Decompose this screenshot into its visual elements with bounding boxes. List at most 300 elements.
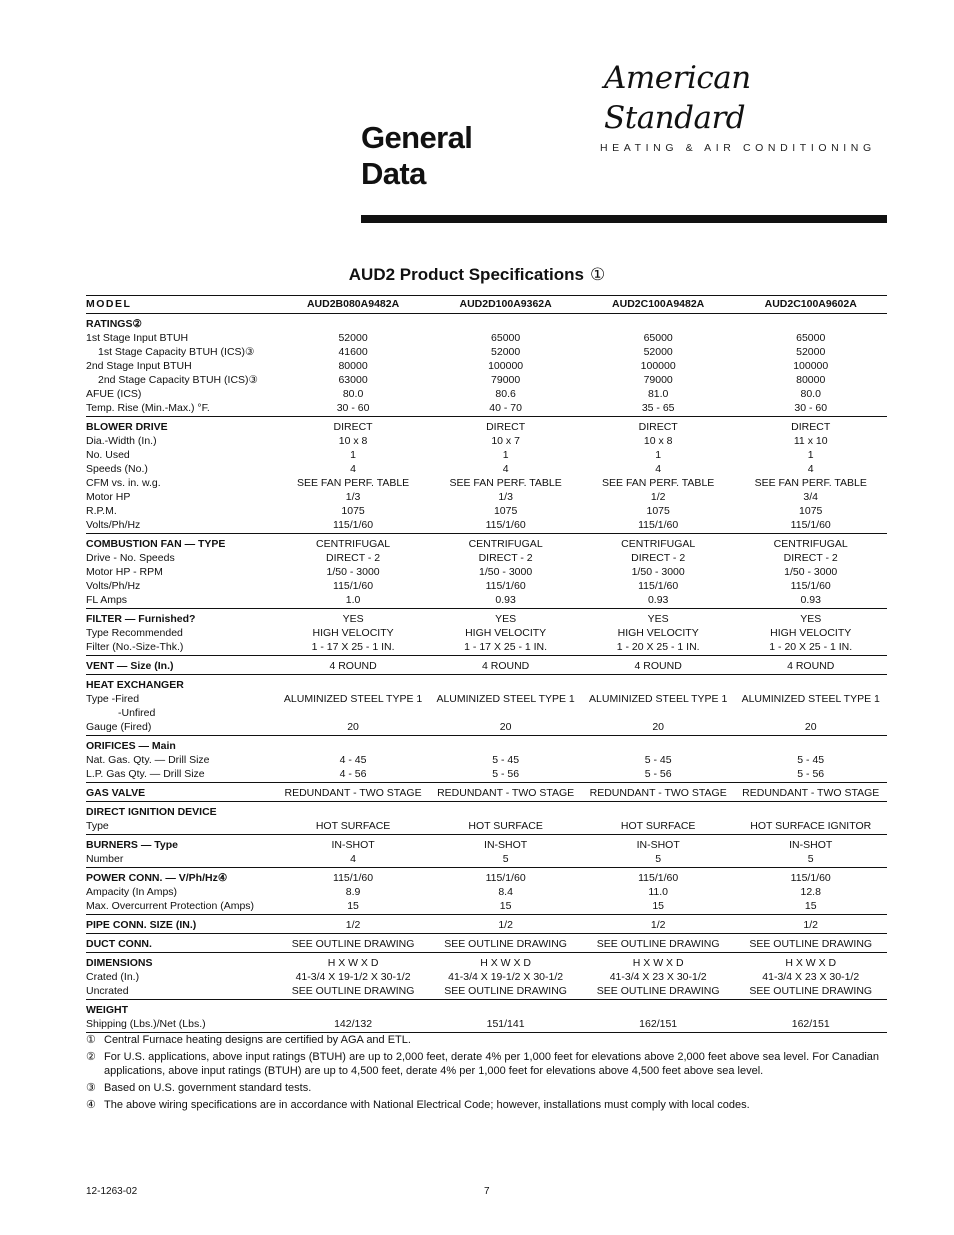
footnote-1 [86,1033,879,1047]
spec-value-model-4: ALUMINIZED STEEL TYPE 1 [741,693,880,705]
spec-value-model-3: 100000 [640,360,676,372]
spec-value-model-3: 65000 [643,332,673,344]
spec-row-label: R.P.M. [86,505,117,517]
spec-value-model-2: 4 [502,463,509,475]
spec-row [86,462,887,476]
spec-value-model-1: 4 [350,463,356,475]
spec-row [86,518,887,534]
spec-row [86,504,887,518]
spec-section-header-row [86,1000,887,1018]
spec-value-model-3: 41-3/4 X 23 X 30-1/2 [609,971,707,983]
spec-section [86,915,887,934]
spec-section [86,802,887,835]
footnote-3 [86,1081,879,1095]
spec-row-label: DIRECT IGNITION DEVICE [86,806,217,818]
spec-row-label: DIMENSIONS [86,957,153,969]
spec-value-model-1 [277,675,430,693]
spec-row-label: PIPE CONN. SIZE (IN.) [86,919,197,931]
spec-value-model-4 [734,736,887,754]
spec-section [86,534,887,609]
spec-value-model-3: 115/1/60 [638,872,679,884]
spec-value-model-2: SEE OUTLINE DRAWING [444,938,567,950]
spec-row-label: BURNERS — Type [86,839,178,851]
spec-value-model-4: REDUNDANT - TWO STAGE [742,787,880,799]
spec-row [86,1017,887,1033]
spec-value-model-3: 5 - 56 [644,768,672,780]
spec-section [86,609,887,656]
spec-value-model-2: 41-3/4 X 19-1/2 X 30-1/2 [448,971,564,983]
spec-value-model-2 [429,802,582,820]
spec-value-model-1: 15 [347,900,359,912]
spec-value-model-1 [277,314,430,332]
spec-value-model-1: DIRECT [333,421,373,433]
spec-row [86,753,887,767]
spec-row [86,692,887,706]
spec-value-model-4: 80000 [796,374,826,386]
spec-value-model-1: REDUNDANT - TWO STAGE [284,787,422,799]
spec-row [86,852,887,868]
spec-value-model-3: SEE OUTLINE DRAWING [596,938,720,950]
spec-row [86,720,887,736]
spec-value-model-3: 0.93 [647,594,669,606]
spec-row [86,551,887,565]
spec-value-model-3: 1 [655,449,662,461]
spec-value-model-2 [429,736,582,754]
spec-value-model-1: 1/2 [345,919,361,931]
spec-row-label: L.P. Gas Qty. — Drill Size [86,768,205,780]
spec-row-label: Motor HP - RPM [86,566,163,578]
spec-value-model-1: SEE OUTLINE DRAWING [291,938,415,950]
spec-row [86,331,887,345]
spec-value-model-3 [582,675,735,693]
spec-value-model-3: IN-SHOT [636,839,680,851]
spec-value-model-1: SEE OUTLINE DRAWING [291,985,415,997]
footnote-text: Central Furnace heating designs are certified by AGA and ETL. [104,1034,411,1046]
spec-row-label: HEAT EXCHANGER [86,679,184,691]
spec-value-model-2: IN-SHOT [484,839,528,851]
model-header-4: AUD2C100A9602A [764,298,857,310]
brand-tagline: HEATING & AIR CONDITIONING [600,142,876,154]
spec-section-header-row [86,736,887,754]
page-title [361,120,472,192]
spec-row [86,885,887,899]
brand-name: American Standard [604,60,751,136]
spec-value-model-1: HIGH VELOCITY [312,627,394,639]
spec-value-model-1: 4 - 56 [339,768,367,780]
spec-row [86,476,887,490]
spec-value-model-2 [429,706,582,720]
spec-value-model-4: IN-SHOT [789,839,833,851]
spec-value-model-2: 1 [502,449,509,461]
spec-section [86,417,887,534]
spec-section [86,783,887,802]
spec-value-model-2: 15 [499,900,512,912]
spec-row-label: Shipping (Lbs.)/Net (Lbs.) [86,1018,206,1030]
spec-row [86,434,887,448]
spec-row-label: POWER CONN. — V/Ph/Hz④ [86,872,228,884]
spec-value-model-2: 40 - 70 [489,402,522,414]
spec-value-model-3 [582,802,735,820]
footnote-mark: ② [86,1051,96,1063]
spec-section [86,868,887,915]
spec-value-model-1: 1 - 17 X 25 - 1 IN. [311,641,395,653]
spec-value-model-1: CENTRIFUGAL [316,538,391,550]
spec-value-model-1: 1075 [341,505,365,517]
spec-value-model-2 [429,1000,582,1018]
spec-value-model-3: 4 [655,463,662,475]
spec-row-label: Filter (No.-Size-Thk.) [86,641,184,653]
spec-value-model-1: 52000 [338,332,368,344]
spec-value-model-1: 63000 [338,374,368,386]
document-number: 12-1263-02 [86,1186,138,1197]
spec-value-model-3: 81.0 [647,388,669,400]
spec-section [86,1000,887,1033]
spec-value-model-2: DIRECT [486,421,526,433]
spec-value-model-3: 11.0 [648,886,668,898]
spec-value-model-4: 4 ROUND [787,660,835,672]
spec-value-model-4: 80.0 [800,388,821,400]
spec-row-label: FL Amps [86,594,128,606]
spec-value-model-1 [277,1000,430,1018]
spec-value-model-2: 5 [502,853,509,865]
spec-value-model-2: SEE FAN PERF. TABLE [449,477,562,489]
spec-value-model-3: 15 [652,900,664,912]
spec-value-model-4: 20 [804,721,817,733]
spec-table-title-footnote-mark: ① [589,265,606,284]
spec-section [86,736,887,783]
spec-row [86,767,887,783]
spec-value-model-1: 80000 [338,360,368,372]
spec-value-model-4 [734,706,887,720]
spec-table [86,295,887,1033]
spec-value-model-3: 52000 [643,346,673,358]
spec-row-label: GAS VALVE [86,787,146,799]
footnote-2 [86,1050,879,1078]
spec-value-model-4 [734,675,887,693]
footnote-mark: ④ [86,1099,96,1111]
spec-row-label: Volts/Ph/Hz [86,580,141,592]
spec-row-label: Speeds (No.) [86,463,148,475]
spec-row-label: -Unfired [118,707,156,719]
spec-value-model-2: 115/1/60 [485,872,526,884]
spec-section [86,835,887,868]
spec-value-model-2: YES [495,613,517,625]
spec-row-label: COMBUSTION FAN — TYPE [86,538,226,550]
spec-value-model-2: 4 ROUND [481,660,530,672]
spec-row-label: Dia.-Width (In.) [86,435,157,447]
spec-value-model-3: YES [647,613,669,625]
spec-value-model-2: 52000 [491,346,521,358]
spec-value-model-4: 115/1/60 [790,872,831,884]
spec-value-model-1: 20 [347,721,359,733]
spec-row [86,706,887,720]
spec-section [86,675,887,736]
spec-section-header-row [86,675,887,693]
model-header-3: AUD2C100A9482A [612,298,705,310]
spec-value-model-4: H X W X D [785,957,837,969]
spec-value-model-3: HOT SURFACE [620,820,696,832]
spec-value-model-3 [582,706,735,720]
spec-section-header-row [86,915,887,934]
spec-value-model-3: 162/151 [639,1018,678,1030]
footnote-4 [86,1098,879,1112]
spec-value-model-2: 80.6 [495,388,516,400]
spec-section-header-row [86,534,887,552]
spec-value-model-1: 4 ROUND [329,660,377,672]
spec-row-label: Type Recommended [86,627,183,639]
spec-row-label: Uncrated [86,985,129,997]
spec-value-model-3 [582,736,735,754]
spec-value-model-3: DIRECT [638,421,678,433]
spec-value-model-4: 52000 [796,346,826,358]
spec-value-model-2: 5 - 45 [492,754,520,766]
spec-value-model-4: 5 - 56 [797,768,825,780]
spec-row [86,579,887,593]
spec-row-label: Gauge (Fired) [86,721,152,733]
spec-value-model-4: 30 - 60 [794,402,828,414]
spec-value-model-2 [429,314,582,332]
spec-value-model-1: 4 - 45 [339,754,367,766]
spec-row [86,490,887,504]
spec-row-label: Crated (In.) [86,971,140,983]
spec-value-model-2: 151/141 [486,1018,525,1030]
spec-value-model-3: 79000 [643,374,673,386]
spec-value-model-3: 115/1/60 [638,580,679,592]
spec-value-model-4 [734,802,887,820]
spec-value-model-3: REDUNDANT - TWO STAGE [589,787,727,799]
model-header-2: AUD2D100A9362A [459,298,552,310]
spec-value-model-3: 20 [652,721,664,733]
spec-value-model-3 [582,314,735,332]
spec-row [86,593,887,609]
spec-section [86,314,887,417]
spec-value-model-2: 100000 [488,360,524,372]
spec-row [86,373,887,387]
spec-value-model-1: IN-SHOT [331,839,375,851]
spec-section [86,656,887,675]
spec-value-model-1: SEE FAN PERF. TABLE [296,477,410,489]
spec-value-model-4: CENTRIFUGAL [773,538,848,550]
spec-value-model-4: DIRECT [791,421,831,433]
spec-value-model-4: DIRECT - 2 [783,552,838,564]
spec-section-header-row [86,868,887,886]
spec-row-label: 2nd Stage Capacity BTUH (ICS)③ [98,374,258,386]
spec-value-model-2: 20 [499,721,512,733]
spec-value-model-2: 8.4 [498,886,513,898]
spec-row-label: Ampacity (In Amps) [86,886,178,898]
spec-row [86,640,887,656]
spec-value-model-3: 5 - 45 [644,754,672,766]
spec-value-model-3: 1075 [646,505,670,517]
spec-value-model-1: H X W X D [327,957,379,969]
spec-value-model-4: 100000 [793,360,829,372]
footnote-mark: ③ [86,1082,96,1094]
spec-value-model-1: YES [342,613,364,625]
spec-value-model-1: 1.0 [345,594,361,606]
spec-row [86,970,887,984]
spec-value-model-1: 10 x 8 [338,435,368,447]
spec-value-model-4: 15 [804,900,817,912]
spec-table-header-row [86,296,887,314]
spec-row-label: BLOWER DRIVE [86,421,168,433]
spec-value-model-4: 3/4 [803,491,819,503]
spec-row [86,401,887,417]
footnote-text: The above wiring specifications are in accordance with National Electrical Code; however, installations must comply with local codes. [104,1099,750,1111]
spec-row [86,984,887,1000]
spec-row-label: Motor HP [86,491,131,503]
spec-value-model-3: HIGH VELOCITY [617,627,699,639]
spec-row [86,387,887,401]
spec-value-model-2: 5 - 56 [492,768,520,780]
spec-section-header-row [86,656,887,675]
spec-value-model-2: 65000 [491,332,521,344]
spec-value-model-1: HOT SURFACE [315,820,391,832]
spec-row-label: RATINGS② [86,318,142,330]
spec-row-label: AFUE (ICS) [86,388,142,400]
spec-value-model-3: 35 - 65 [641,402,675,414]
spec-value-model-4: 11 x 10 [793,435,828,447]
spec-value-model-4: 115/1/60 [790,580,831,592]
title-divider [361,215,887,223]
spec-value-model-4: 65000 [796,332,826,344]
spec-value-model-4: 5 - 45 [797,754,825,766]
spec-value-model-4: HOT SURFACE IGNITOR [750,820,872,832]
spec-value-model-3: ALUMINIZED STEEL TYPE 1 [589,693,728,705]
spec-value-model-2: 79000 [491,374,521,386]
spec-value-model-3: SEE FAN PERF. TABLE [602,477,715,489]
spec-row-label: 1st Stage Capacity BTUH (ICS)③ [98,346,255,358]
spec-value-model-3: 4 ROUND [634,660,682,672]
spec-value-model-1 [277,736,430,754]
spec-value-model-3: H X W X D [632,957,684,969]
spec-value-model-4: 0.93 [800,594,821,606]
spec-value-model-2: ALUMINIZED STEEL TYPE 1 [436,693,575,705]
page-title-line1: General [361,120,473,155]
spec-row-label: VENT — Size (In.) [86,660,174,672]
brand-logo [600,58,890,154]
spec-row-label: Drive - No. Speeds [86,552,175,564]
spec-row-label: WEIGHT [86,1004,128,1016]
spec-value-model-2: 1/2 [498,919,513,931]
spec-row [86,345,887,359]
spec-value-model-2: H X W X D [480,957,531,969]
spec-section [86,953,887,1000]
spec-value-model-1 [277,706,430,720]
spec-value-model-1: 115/1/60 [333,872,374,884]
spec-value-model-4: 41-3/4 X 23 X 30-1/2 [762,971,860,983]
spec-row-label: Temp. Rise (Min.-Max.) °F. [86,402,210,414]
spec-row-label: FILTER — Furnished? [86,613,196,625]
spec-value-model-1: 1/50 - 3000 [326,566,380,578]
spec-row-label: 2nd Stage Input BTUH [86,360,192,372]
spec-value-model-1: 4 [350,853,356,865]
footnote-text: For U.S. applications, above input ratings (BTUH) are up to 2,000 feet, derate 4% per 1,000 feet for elevations above 2,000 feet above sea level. For Canadian applications, above input ratings (BTUH) are up to 4,500 feet, derate 4% per 1,000 feet for elevations above 4,500 feet above sea level. [104,1051,879,1077]
spec-value-model-1: 30 - 60 [336,402,370,414]
spec-value-model-1: 8.9 [345,886,361,898]
spec-row [86,448,887,462]
spec-value-model-1: 41600 [338,346,368,358]
page-title-line2: Data [361,156,426,191]
spec-row-label: Type [86,820,109,832]
model-column-header: MODEL [86,298,132,310]
spec-value-model-4: 1 - 20 X 25 - 1 IN. [769,641,853,653]
spec-value-model-4 [734,314,887,332]
spec-value-model-4: 1 [807,449,814,461]
spec-value-model-3: 1/50 - 3000 [631,566,685,578]
spec-value-model-1: 1 [350,449,356,461]
spec-row-label: Nat. Gas. Qty. — Drill Size [86,754,210,766]
spec-value-model-2: SEE OUTLINE DRAWING [444,985,567,997]
footnote-mark: ① [86,1034,96,1046]
spec-section-header-row [86,953,887,971]
spec-value-model-3: 115/1/60 [638,519,679,531]
spec-table-title [0,265,954,285]
spec-value-model-2: 115/1/60 [485,580,526,592]
spec-section-header-row [86,609,887,627]
spec-value-model-2: 1075 [493,505,518,517]
model-header-1: AUD2B080A9482A [306,298,400,310]
spec-section-header-row [86,835,887,853]
spec-value-model-3: 5 [655,853,662,865]
spec-section-header-row [86,417,887,435]
spec-value-model-1: 1/3 [345,491,361,503]
spec-value-model-1: 115/1/60 [333,519,374,531]
spec-value-model-3: 10 x 8 [643,435,673,447]
spec-section-header-row [86,783,887,802]
spec-value-model-2: DIRECT - 2 [478,552,533,564]
spec-value-model-2: 1/3 [498,491,513,503]
spec-value-model-1: DIRECT - 2 [326,552,381,564]
spec-value-model-4: 1/2 [803,919,819,931]
spec-row-label: No. Used [86,449,130,461]
spec-value-model-2 [429,675,582,693]
spec-row-label: 1st Stage Input BTUH [86,332,189,344]
spec-row-label: Type -Fired [86,693,140,705]
page-number: 7 [484,1186,490,1197]
spec-value-model-4: SEE FAN PERF. TABLE [754,477,867,489]
spec-row [86,359,887,373]
spec-table-title-text: AUD2 Product Specifications [348,265,584,284]
spec-value-model-3: 1/2 [650,491,666,503]
footnotes [86,1033,879,1115]
spec-value-model-3: CENTRIFUGAL [621,538,696,550]
spec-row [86,626,887,640]
spec-value-model-1 [277,802,430,820]
spec-row [86,565,887,579]
spec-value-model-1: ALUMINIZED STEEL TYPE 1 [283,693,423,705]
spec-value-model-2: REDUNDANT - TWO STAGE [437,787,575,799]
spec-row-label: Volts/Ph/Hz [86,519,141,531]
spec-value-model-2: CENTRIFUGAL [468,538,543,550]
spec-value-model-3: SEE OUTLINE DRAWING [596,985,720,997]
spec-value-model-4: 115/1/60 [790,519,831,531]
spec-value-model-2: HOT SURFACE [468,820,543,832]
spec-value-model-4: 1075 [799,505,823,517]
spec-value-model-2: HIGH VELOCITY [465,627,547,639]
spec-row [86,899,887,915]
spec-value-model-3: DIRECT - 2 [631,552,686,564]
spec-value-model-1: 142/132 [334,1018,373,1030]
spec-value-model-4: YES [800,613,822,625]
spec-value-model-2: 1/50 - 3000 [479,566,533,578]
spec-value-model-1: 41-3/4 X 19-1/2 X 30-1/2 [295,971,411,983]
spec-value-model-4: 4 [807,463,814,475]
spec-value-model-2: 10 x 7 [491,435,520,447]
spec-value-model-4: 12.8 [800,886,821,898]
spec-value-model-1: 80.0 [342,388,364,400]
spec-value-model-2: 0.93 [495,594,516,606]
spec-value-model-2: 1 - 17 X 25 - 1 IN. [464,641,548,653]
